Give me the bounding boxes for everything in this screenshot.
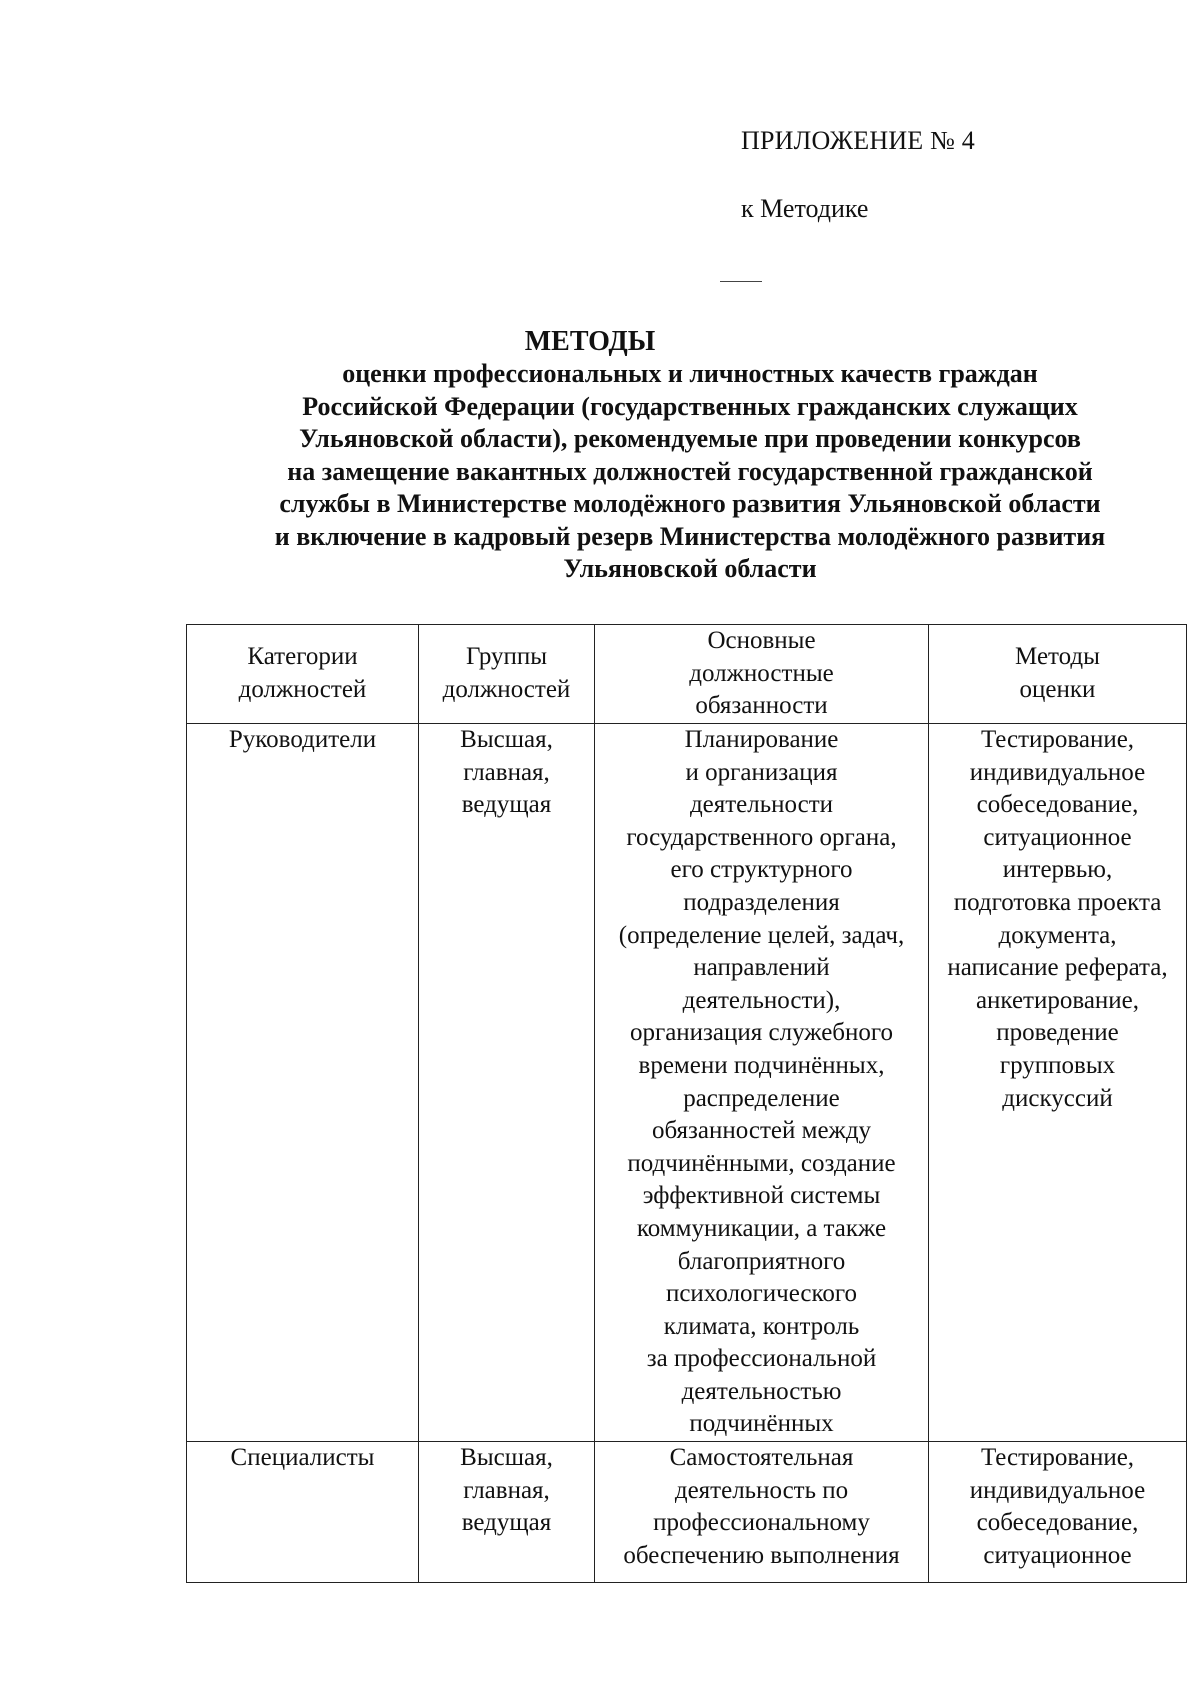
subtitle-line: Ульяновской области	[563, 554, 817, 583]
cell-line: собеседование,	[976, 1509, 1139, 1537]
subtitle-line: Ульяновской области), рекомендуемые при проведении конкурсов	[299, 424, 1081, 453]
cell-line: обеспечению выполнения	[623, 1541, 900, 1569]
cell-line: должностей	[238, 676, 367, 703]
cell-line: интервью,	[1002, 856, 1113, 884]
cell-line: Тестирование,	[980, 726, 1135, 753]
subtitle-line: оценки профессиональных и личностных качеств граждан	[342, 359, 1038, 388]
cell-line: дискуссий	[1002, 1084, 1113, 1112]
cell-line: и организация	[685, 758, 838, 786]
header-cell-duties	[595, 625, 929, 724]
cell-line: его структурного	[670, 856, 853, 884]
cell-line: индивидуальное	[969, 1476, 1146, 1504]
document-subtitle	[180, 358, 1200, 586]
cell-groups	[419, 724, 595, 1442]
subtitle-line: на замещение вакантных должностей государственной гражданской	[287, 456, 1093, 486]
methods-table	[186, 624, 1187, 1583]
cell-line: деятельности	[689, 791, 834, 819]
cell-line: ситуационное	[983, 823, 1132, 851]
cell-duties	[595, 724, 929, 1442]
subtitle-line: Российской Федерации (государственных гражданских служащих	[302, 391, 1078, 421]
table-header-row	[187, 625, 1187, 724]
cell-line: организация служебного	[629, 1019, 894, 1047]
header-cell-methods	[929, 625, 1187, 724]
cell-line: собеседование,	[976, 791, 1139, 819]
cell-line: ситуационное	[983, 1541, 1132, 1569]
cell-line: ведущая	[461, 1509, 552, 1537]
cell-line: (определение целей, задач,	[618, 921, 905, 949]
cell-groups	[419, 1442, 595, 1583]
table-row	[187, 724, 1187, 1442]
cell-line: документа,	[998, 921, 1117, 949]
cell-line: государственного органа,	[626, 823, 897, 851]
cell-line: Категории	[247, 643, 358, 671]
cell-line: должностей	[442, 676, 571, 703]
cell-line: обязанности	[695, 692, 828, 720]
cell-category	[187, 724, 419, 1442]
cell-line: деятельности),	[682, 986, 841, 1014]
cell-line: подготовка проекта	[953, 888, 1162, 916]
cell-line: профессиональному	[653, 1509, 870, 1537]
cell-line: оценки	[1019, 676, 1096, 703]
cell-line: времени подчинённых,	[638, 1051, 885, 1079]
cell-line: Методы	[1015, 643, 1100, 671]
cell-line: обязанностей между	[651, 1117, 872, 1145]
cell-category	[187, 1442, 419, 1583]
cell-line: Группы	[465, 643, 548, 671]
appendix-title: ПРИЛОЖЕНИЕ № 4	[741, 126, 975, 155]
cell-line: психологического	[665, 1280, 858, 1308]
appendix-subtitle: к Методике	[741, 194, 869, 223]
cell-line: направлений	[693, 954, 830, 982]
cell-line: анкетирование,	[975, 986, 1140, 1014]
header-cell-groups	[419, 625, 595, 724]
cell-line: Планирование	[684, 726, 839, 753]
subtitle-line: службы в Министерстве молодёжного развития Ульяновской области	[279, 489, 1101, 518]
subtitle-line: и включение в кадровый резерв Министерства молодёжного развития	[274, 521, 1106, 551]
cell-line: написание реферата,	[947, 954, 1168, 982]
cell-line: Основные	[707, 627, 816, 655]
cell-line: Высшая,	[460, 1444, 553, 1472]
cell-line: благоприятного	[677, 1247, 846, 1275]
cell-methods	[929, 724, 1187, 1442]
cell-line: подчинёнными, создание	[627, 1149, 896, 1177]
cell-line: Высшая,	[460, 726, 553, 753]
cell-line: Специалисты	[230, 1444, 375, 1472]
cell-line: подчинённых	[689, 1410, 834, 1438]
document-title: МЕТОДЫ	[524, 326, 656, 357]
cell-line: групповых	[999, 1051, 1116, 1079]
cell-line: Самостоятельная	[669, 1444, 854, 1472]
cell-line: эффективной системы	[642, 1182, 881, 1210]
cell-line: индивидуальное	[969, 758, 1146, 786]
cell-line: ведущая	[461, 791, 552, 819]
cell-line: должностные	[689, 659, 834, 687]
cell-line: Тестирование,	[980, 1444, 1135, 1472]
table-row	[187, 1442, 1187, 1583]
cell-line: деятельность по	[674, 1476, 849, 1504]
cell-line: за профессиональной	[646, 1345, 877, 1373]
cell-line: распределение	[683, 1084, 840, 1112]
cell-line: главная,	[463, 1476, 550, 1504]
cell-line: деятельностью	[681, 1377, 842, 1405]
cell-methods	[929, 1442, 1187, 1583]
cell-line: климата, контроль	[663, 1312, 860, 1340]
cell-duties	[595, 1442, 929, 1583]
cell-line: подразделения	[683, 888, 840, 916]
divider	[720, 281, 762, 282]
header-cell-categories	[187, 625, 419, 724]
cell-line: Руководители	[228, 726, 377, 753]
cell-line: главная,	[463, 758, 550, 786]
cell-line: коммуникации, а также	[636, 1214, 887, 1242]
cell-line: проведение	[996, 1019, 1119, 1047]
